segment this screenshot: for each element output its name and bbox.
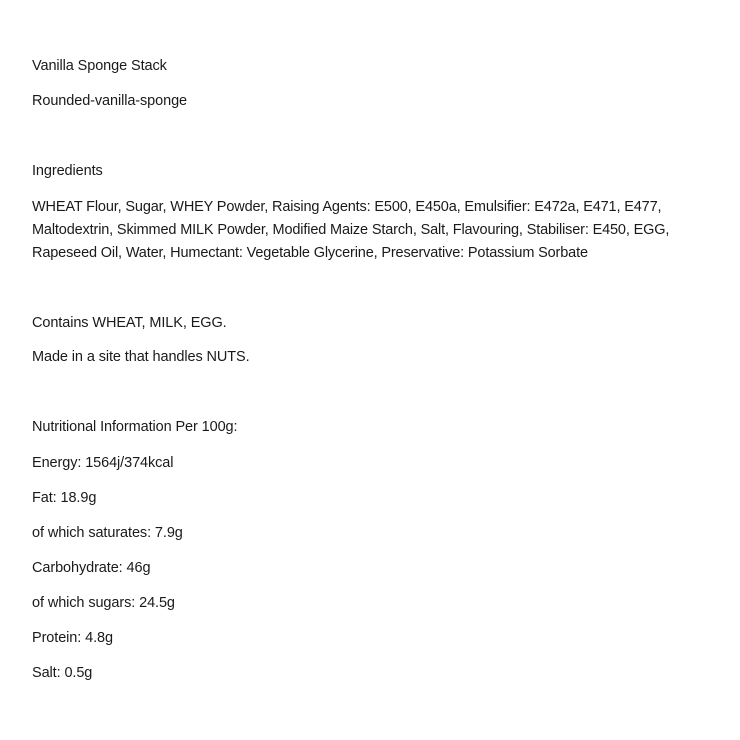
nutrition-fat: Fat: 18.9g [32,490,97,506]
nutrition-energy: Energy: 1564j/374kcal [32,455,174,471]
ingredients-line-1: WHEAT Flour, Sugar, WHEY Powder, Raising Agents: E500, E450a, Emulsifier: E472a, E471, E477, [32,199,662,215]
nutrition-carbohydrate: Carbohydrate: 46g [32,560,151,576]
nutrition-saturates: of which saturates: 7.9g [32,525,183,541]
product-name: Vanilla Sponge Stack [32,58,167,74]
nutrition-heading: Nutritional Information Per 100g: [32,419,238,435]
nutrition-sugars: of which sugars: 24.5g [32,595,175,611]
nutrition-salt: Salt: 0.5g [32,665,93,681]
nutrition-protein: Protein: 4.8g [32,630,113,646]
allergen-site-warning: Made in a site that handles NUTS. [32,349,250,365]
ingredients-line-3: Rapeseed Oil, Water, Humectant: Vegetable Glycerine, Preservative: Potassium Sorbate [32,245,588,261]
allergen-contains: Contains WHEAT, MILK, EGG. [32,315,227,331]
product-slug: Rounded-vanilla-sponge [32,93,187,109]
ingredients-heading: Ingredients [32,163,103,179]
ingredients-line-2: Maltodextrin, Skimmed MILK Powder, Modified Maize Starch, Salt, Flavouring, Stabiliser: E450, EGG, [32,222,670,238]
